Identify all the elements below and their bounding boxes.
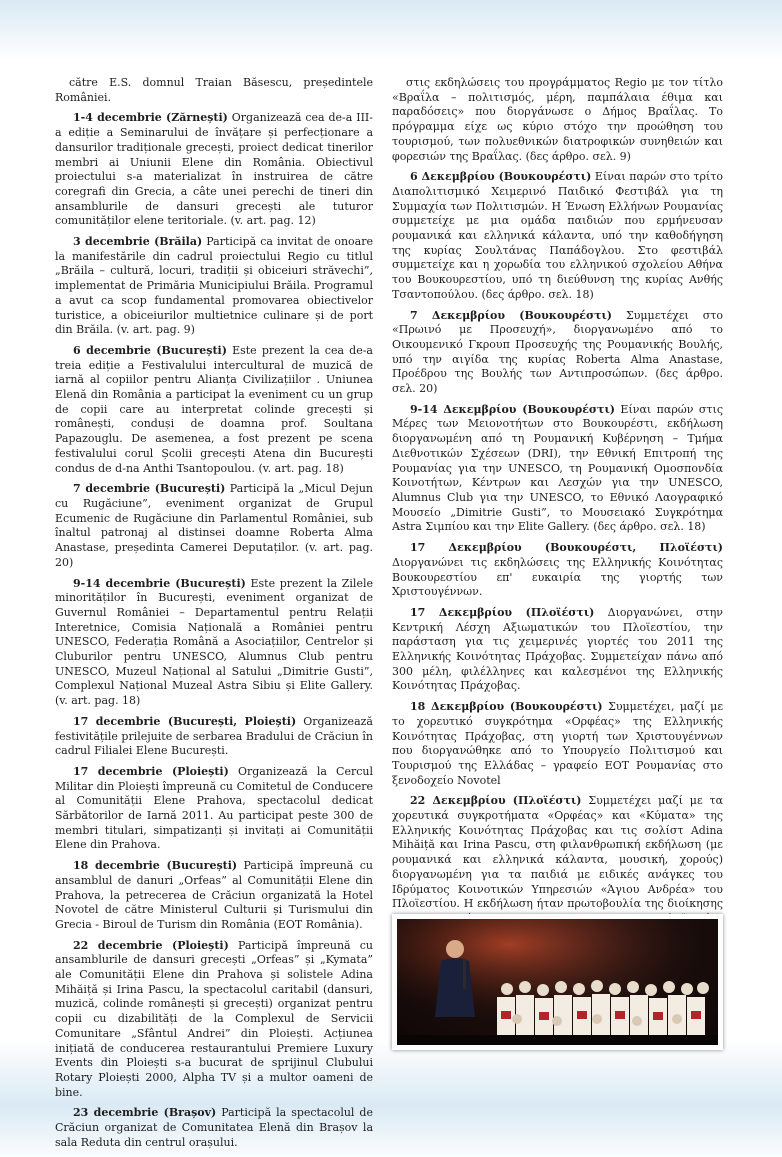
- left-para-4: 7 decembrie (București) Participă la „Micul Dejun cu Rugăciune”, eveniment organizat de Grupul Ecumenic de Rugăciune din Parlamentul României, sub înaltul patronaj al distinsei doamne Roberta Alma Anastase, președinta Camerei Deputaților. (v. art. pag. 20): [55, 482, 374, 569]
- right-para-1: 6 Δεκεμβρίου (Βουκουρέστι) Είναι παρών στο τρίτο Διαπολιτισμικό Χειμερινό Παιδικό Φεστιβάλ για τη Συμμαχία των Πολιτισμών. Η Ένωση Ελλήνων Ρουμανίας συμμετείχε με μια ομάδα παιδιών που ερμήνευσαν ρουμανικά και ελληνικά κάλαντα, υπό την καθοδήγηση της κυρίας Σουλτάνας Παπάδογλου. Στο φεστιβάλ συμμετείχε και η χορωδία του ελληνικού σχολείου Αθήνα του Βουκουρεστίου, υπό τη διεύθυνση της κυρίας Ανθής Τσαντοπούλου. (δες άρθρο. σελ. 18): [392, 170, 723, 301]
- right-para-3: 9-14 Δεκεμβρίου (Βουκουρέστι) Είναι παρών στις Μέρες των Μειονοτήτων στο Βουκουρέστι, εκδήλωση διοργανωμένη από τη Ρουμανική Κυβέρνηση – Τμήμα Διεθνοτικών Σχέσεων (DRI), την Εθνική Επιτροπή της Ρουμανίας για την UNESCO, τη Ρουμανική Ομοσπονδία Κοινοτήτων, Κέντρων και Λεσχών για την UNESCO, Alumnus Club για την UNESCO, το Εθνικό Λαογραφικό Μουσείο „Dimitrie Gusti”, το Μουσειακό Συγκρότημα Astra Σιμπίου και την Elite Gallery. (δες άρθρο. σελ. 18): [392, 402, 723, 534]
- left-column: [55, 76, 373, 1157]
- right-para-0: στις εκδηλώσεις του προγράμματος Regio με τον τίτλο «Βραΐλα – πολιτισμός, μέρη, παμπάλαια έθιμα και παραδόσεις» που διοργάνωσε ο Δήμος Βραΐλας. Το πρόγραμμα είχε ως κύριο στόχο την προώθηση του τουρισμού, των πολυεθνικών διατροφικών συνηθειών και φορεσιών της Βραΐλας. (δες άρθρο. σελ. 9): [392, 76, 723, 163]
- left-para-8: 18 decembrie (București) Participă împreună cu ansamblul de danuri „Orfeas” al Comunității Elene din Prahova, la petrecerea de Crăciun organizată la Hotel Novotel de către Ministerul Culturii și Turismului din Grecia - Biroul de Turism din România (EOT România).: [55, 859, 373, 931]
- left-para-1: 1-4 decembrie (Zărnești) Organizează cea de-a III-a ediție a Seminarului de învățare și perfecționare a dansurilor tradiționale grecești, proiect dedicat tinerilor membri ai Uniunii Elene din România. Obiectivul proiectului s-a materializat în instruirea de către coregrafi din Grecia, a câte unei perechi de tineri din ansamblurile de dansuri grecești ale tuturor comunităților elene teritoriale. (v. art. pag. 12): [55, 111, 373, 228]
- right-para-7: 22 Δεκεμβρίου (Πλοϊέστι) Συμμετέχει μαζί με τα χορευτικά συγκροτήματα «Ορφέας» και «Κύματα» της Ελληνικής Κοινότητας Πράχοβας και τις σολίστ Adina Mihăiță και Irina Pascu, στη φιλανθρωπική εκδήλωση (με ρουμανικά και ελληνικά κάλαντα, μουσική, χορούς) διοργανωμένη για τα παιδιά με ειδικές ανάγκες του Ιδρύματος Κοινοτικών Υπηρεσιών «Άγιου Ανδρέα» του Πλοϊεστίου. Η εκδήλωση ήταν πρωτοβουλία της διοίκησης: [392, 794, 724, 911]
- left-para-2: 3 decembrie (Brăila) Participă ca invitat de onoare la manifestările din cadrul proiectului Regio cu titlul „Brăila – cultură, locuri, tradiții și obiceiuri străvechi”, implementat de Primăria Municipiului Brăila. Programul a avut ca scop fundamental promovarea obiectivelor turistice, a obiceiurilor multietnice culinare și de port din Brăila. (v. art. pag. 9): [55, 235, 373, 337]
- left-para-6: 17 decembrie (București, Ploiești) Organizează festivitățile prilejuite de serbarea Bradului de Crăciun în cadrul Filialei Elene București.: [55, 714, 373, 758]
- right-column: [392, 76, 723, 1027]
- right-para-5: 17 Δεκεμβρίου (Πλοϊέστι) Διοργανώνει, στην Κεντρική Λέσχη Αξιωματικών του Πλοϊεστίου, την παράσταση για τις χειμερινές γιορτές του 2011 της Ελληνικής Κοινότητας Πράχοβας. Συμμετείχαν πάνω από 300 μέλη, φιλέλληνες και καλεσμένοι της Ελληνικής Κοινότητας Πράχοβας.: [392, 605, 723, 693]
- event-photo: [397, 919, 718, 1045]
- left-para-10: 23 decembrie (Brașov) Participă la spectacolul de Crăciun organizat de Comunitatea Elenă din Brașov la sala Reduta din centrul orașului.: [55, 1106, 373, 1149]
- event-photo-illustration: [397, 919, 718, 1045]
- event-photo-frame: [392, 914, 723, 1050]
- left-para-7: 17 decembrie (Ploiești) Organizează la Cercul Militar din Ploiești împreună cu Comitetul de Conducere al Comunității Elene Prahova, spectacolul dedicat Sărbătorilor de Iarnă 2011. Au participat peste 300 de membri titulari, simpatizanți și invitați ai Comunității Elene din Prahova.: [55, 764, 373, 852]
- right-para-4: 17 Δεκεμβρίου (Βουκουρέστι, Πλοϊέστι) Διοργανώνει τις εκδηλώσεις της Ελληνικής Κοινότητας Βουκουρεστίου επ' ευκαιρία της γιορτής των Χριστουγέννων.: [392, 541, 723, 599]
- right-para-2: 7 Δεκεμβρίου (Βουκουρέστι) Συμμετέχει στο «Πρωινό με Προσευχή», διοργανωμένο από το Οικουμενικό Γκρουπ Προσευχής της Ρουμανικής Βουλής, υπό την αιγίδα της κυρίας Roberta Alma Anastase, Προέδρου της Βουλής των Αντιπροσώπων. (δες άρθρο. σελ. 20): [392, 308, 723, 396]
- right-para-6: 18 Δεκεμβρίου (Βουκουρέστι) Συμμετέχει, μαζί με το χορευτικό συγκρότημα «Ορφέας» της Ελληνικής Κοινότητας Πράχοβας, στη γιορτή των Χριστουγέννων που διοργανώθηκε από το Υπουργείο Πολιτισμού και Τουρισμού της Ελλάδας – γραφείο ΕΟΤ Ρουμανίας στο ξενοδοχείο Novotel: [392, 700, 724, 787]
- left-para-0: către E.S. domnul Traian Băsescu, președintele României.: [55, 76, 373, 104]
- left-para-9: 22 decembrie (Ploiești) Participă împreună cu ansamblurile de dansuri grecești „Orfeas” și „Kymata” ale Comunității Elene din Prahova și solistele Adina Mihăiță și Irina Pascu, la spectacolul caritabil (dansuri, muzică, colinde românești și grecești) organizat pentru copii cu dizabilități de la Complexul de Servicii Comunitare „Sfântul Andrei” din Ploiești. Acțiunea inițiată de conducerea restaurantului Premiere Luxury Events din Ploiești s-a bucurat de sprijinul Clubului Rotary Ploiești 2000, Alpha TV și a multor oameni de bine.: [55, 938, 373, 1099]
- left-para-3: 6 decembrie (București) Este prezent la cea de-a treia ediție a Festivalului intercultural de muzică de iarnă al copiilor pentru Alianța Civilizațiilor . Uniunea Elenă din România a participat la eveniment cu un grup de copii care au interpretat colinde grecești și românești, conduși de doamna prof. Soultana Papazouglu. De asemenea, a fost prezent pe scena festivalului corul Școlii grecești Atena din București condus de d-na Anthi Tsantopoulou. (v. art. pag. 18): [55, 343, 373, 475]
- left-para-5: 9-14 decembrie (București) Este prezent la Zilele minorităților în București, eveniment organizat de Guvernul României – Departamentul pentru Relații Interetnice, Comisia Națională a României pentru UNESCO, Federația Română a Asociațiilor, Centrelor și Cluburilor pentru UNESCO, Alumnus Club pentru UNESCO, Muzeul Național al Satului „Dimitrie Gusti”, Complexul Național Muzeal Astra Sibiu și Elite Gallery. (v. art. pag. 18): [55, 576, 373, 708]
